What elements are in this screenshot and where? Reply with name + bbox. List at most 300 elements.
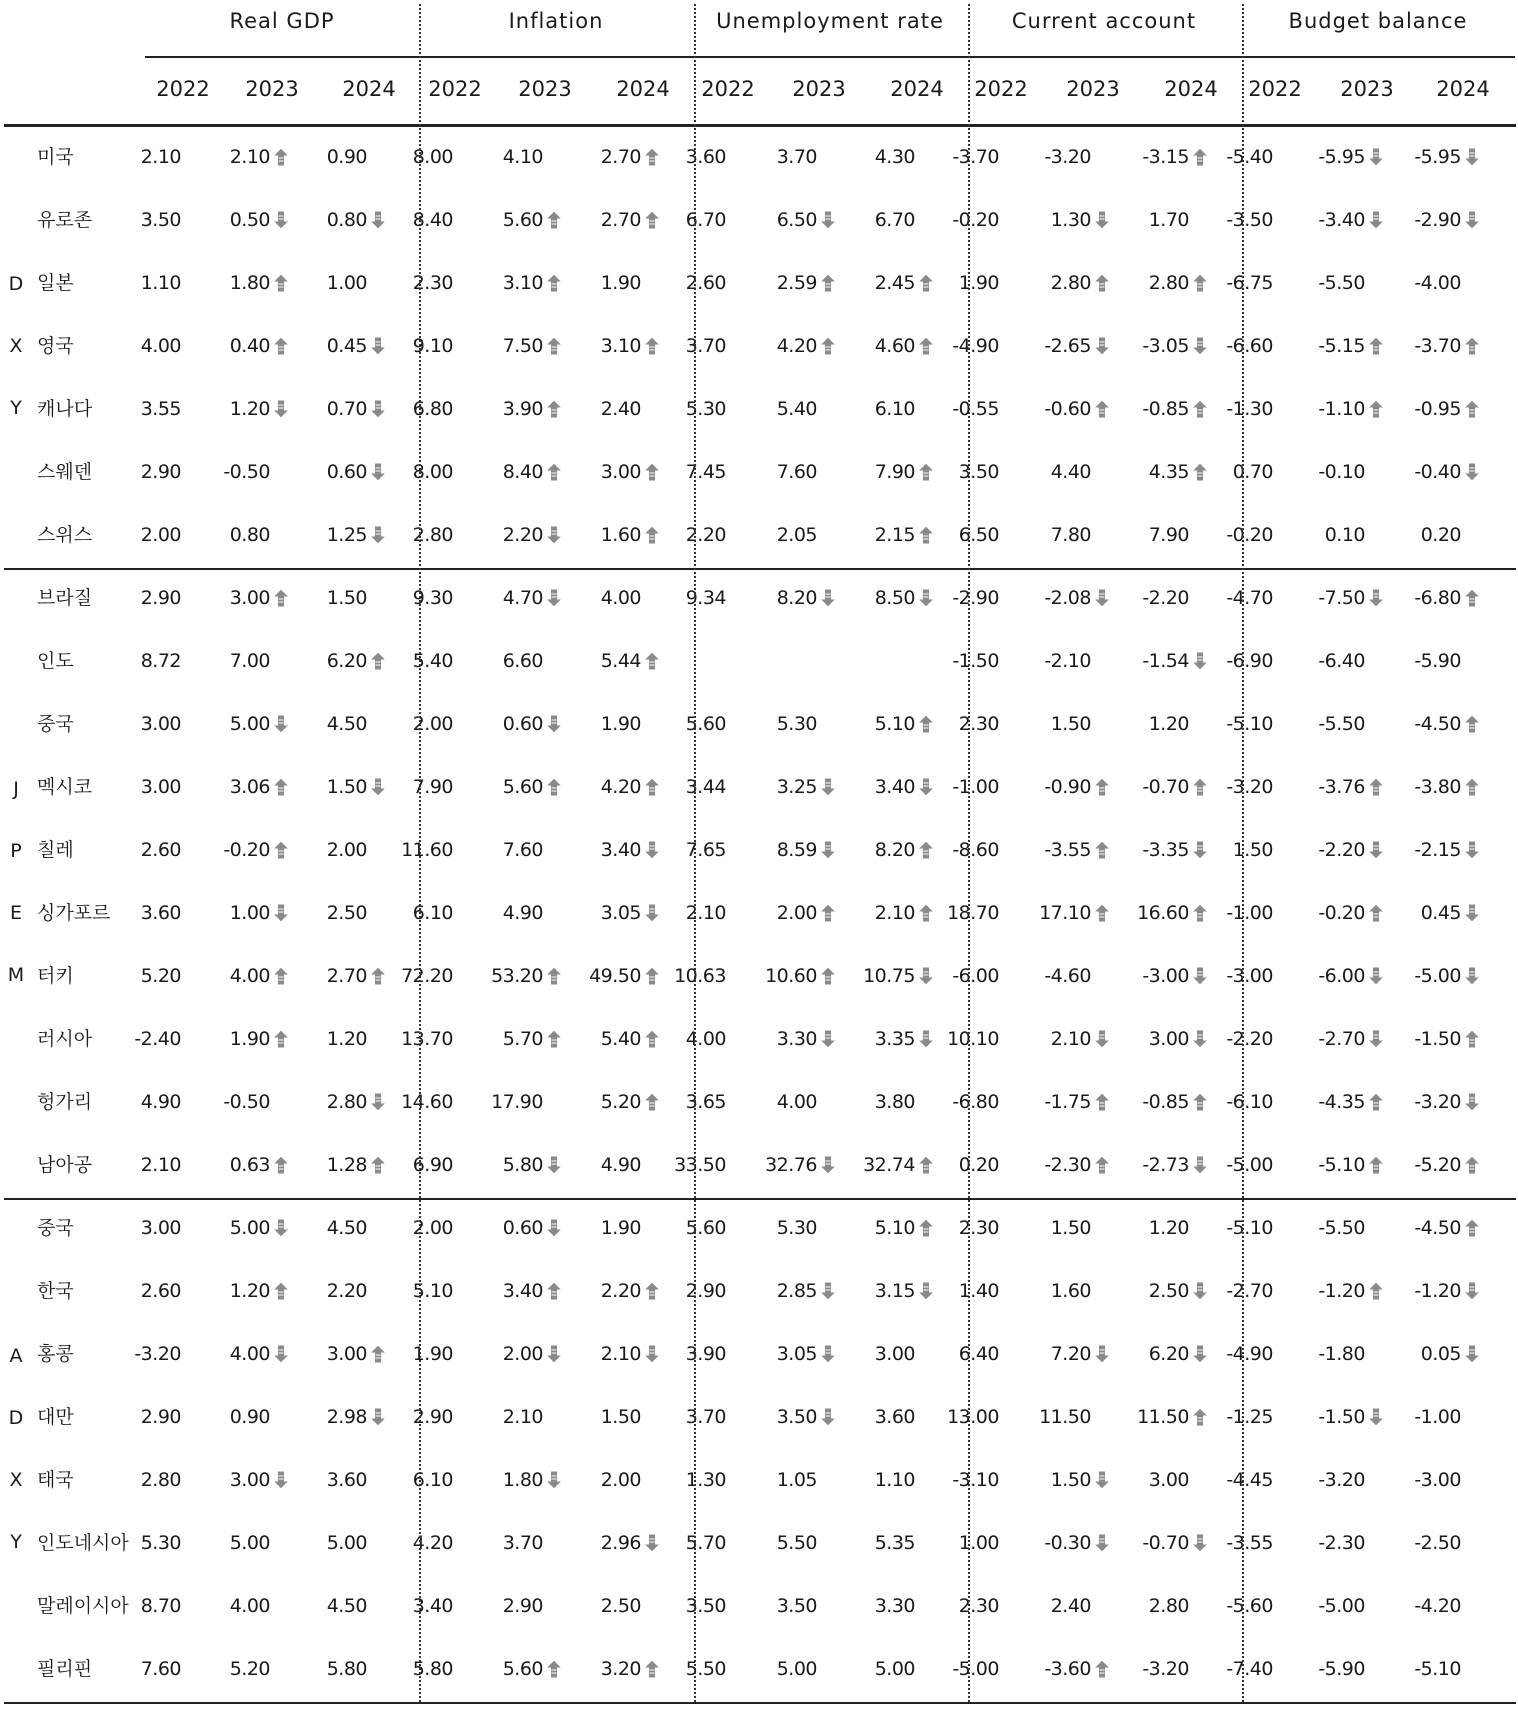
cell-value: -6.80 — [1414, 587, 1461, 609]
cell-value: -1.20 — [1414, 1280, 1461, 1302]
thumb-down-arrow-icon — [271, 399, 293, 421]
cell-value: 2.90 — [140, 461, 181, 483]
table-cell — [1203, 583, 1273, 613]
table-cell — [747, 772, 840, 802]
thumb-up-arrow-icon — [818, 903, 840, 925]
cell-value: 1.10 — [874, 1469, 915, 1491]
table-cell — [1203, 961, 1273, 991]
table-cell — [1119, 1402, 1212, 1432]
thumb-up-arrow-icon — [1092, 399, 1114, 421]
thumb-up-arrow-icon — [271, 273, 293, 295]
thumb-down-arrow-icon — [1366, 840, 1388, 862]
table-cell — [656, 394, 726, 424]
table-cell — [929, 1402, 999, 1432]
cell-value: 8.70 — [140, 1595, 181, 1617]
cell-value: 1.25 — [326, 524, 367, 546]
table-cell — [200, 268, 293, 298]
thumb-down-arrow-icon — [271, 1470, 293, 1492]
cell-value: 2.20 — [600, 1280, 641, 1302]
cell-value: 5.35 — [874, 1532, 915, 1554]
table-cell — [473, 1213, 566, 1243]
cell-value: -0.55 — [952, 398, 999, 420]
table-cell — [473, 520, 566, 550]
table-cell — [1391, 1024, 1484, 1054]
cell-value: -4.00 — [1414, 272, 1461, 294]
table-cell — [845, 205, 915, 235]
table-cell — [1119, 1213, 1189, 1243]
cell-value: -0.50 — [223, 461, 270, 483]
cell-value: -1.25 — [1226, 1406, 1273, 1428]
table-cell — [1203, 394, 1273, 424]
cell-value: 5.80 — [502, 1154, 543, 1176]
table-cell — [571, 835, 664, 865]
table-cell — [297, 394, 390, 424]
table-cell — [929, 1654, 999, 1684]
cell-value: 3.50 — [140, 209, 181, 231]
table-cell — [111, 142, 181, 172]
cell-value: 3.00 — [600, 461, 641, 483]
table-cell — [1119, 394, 1212, 424]
cell-value: -0.60 — [1044, 398, 1091, 420]
cell-value: 0.60 — [502, 713, 543, 735]
table-cell — [1391, 1150, 1484, 1180]
table-cell — [1295, 1591, 1365, 1621]
group-header: Unemployment rate — [716, 9, 944, 33]
table-cell — [473, 961, 566, 991]
table-cell — [297, 205, 390, 235]
table-cell — [200, 1024, 293, 1054]
table-cell — [383, 1087, 453, 1117]
table-cell — [297, 1276, 367, 1306]
cell-value: -4.90 — [1226, 1343, 1273, 1365]
table-cell — [1391, 331, 1484, 361]
table-cell — [1295, 1528, 1365, 1558]
thumb-down-arrow-icon — [818, 1281, 840, 1303]
table-cell — [1295, 394, 1388, 424]
table-cell — [1119, 1087, 1212, 1117]
table-cell — [571, 772, 664, 802]
table-cell — [1119, 709, 1189, 739]
cell-value: -5.10 — [1318, 1154, 1365, 1176]
cell-value: 5.50 — [776, 1532, 817, 1554]
cell-value: 3.00 — [140, 776, 181, 798]
cell-value: -2.90 — [1414, 209, 1461, 231]
table-cell — [297, 1024, 367, 1054]
table-cell — [1021, 1339, 1114, 1369]
cell-value: 2.10 — [502, 1406, 543, 1428]
table-cell — [383, 1276, 453, 1306]
thumb-down-arrow-icon — [1462, 462, 1484, 484]
table-cell — [297, 1591, 367, 1621]
table-cell — [656, 457, 726, 487]
cell-value: 1.70 — [1148, 209, 1189, 231]
cell-value: 9.30 — [412, 587, 453, 609]
table-cell — [200, 1150, 293, 1180]
cell-value: 1.90 — [600, 713, 641, 735]
cell-value: 2.00 — [412, 713, 453, 735]
table-cell — [297, 1150, 390, 1180]
section-label-letter: X — [9, 335, 23, 357]
cell-value: -2.70 — [1226, 1280, 1273, 1302]
table-cell — [845, 646, 915, 676]
section-rule — [4, 1702, 1516, 1704]
table-cell — [1203, 1213, 1273, 1243]
table-cell — [656, 1150, 726, 1180]
thumb-up-arrow-icon — [271, 588, 293, 610]
cell-value: 5.20 — [229, 1658, 270, 1680]
table-cell — [473, 142, 543, 172]
table-cell — [1295, 961, 1388, 991]
cell-value: 10.60 — [765, 965, 817, 987]
section-label-letter: D — [8, 1406, 24, 1429]
thumb-up-arrow-icon — [1092, 903, 1114, 925]
thumb-down-arrow-icon — [818, 588, 840, 610]
cell-value: 2.96 — [600, 1532, 641, 1554]
cell-value: 4.90 — [502, 902, 543, 924]
cell-value: 5.60 — [502, 776, 543, 798]
cell-value: 3.80 — [874, 1091, 915, 1113]
cell-value: 6.10 — [412, 902, 453, 924]
table-cell — [845, 331, 938, 361]
thumb-down-arrow-icon — [1462, 1281, 1484, 1303]
table-cell — [845, 898, 938, 928]
table-cell — [1021, 394, 1114, 424]
table-cell — [297, 583, 367, 613]
thumb-down-arrow-icon — [1092, 1029, 1114, 1051]
cell-value: -5.00 — [1318, 1595, 1365, 1617]
table-cell — [845, 1087, 915, 1117]
cell-value: -5.50 — [1318, 1217, 1365, 1239]
cell-value: 3.90 — [502, 398, 543, 420]
table-cell — [747, 457, 817, 487]
table-cell — [1203, 331, 1273, 361]
cell-value: 4.00 — [229, 1343, 270, 1365]
table-cell — [1021, 457, 1091, 487]
table-cell — [656, 1276, 726, 1306]
table-cell — [747, 583, 840, 613]
country-name: 브라질 — [37, 587, 93, 609]
table-cell — [1021, 205, 1114, 235]
cell-value: 2.10 — [600, 1343, 641, 1365]
cell-value: -6.10 — [1226, 1091, 1273, 1113]
cell-value: 2.10 — [140, 1154, 181, 1176]
cell-value: -3.20 — [134, 1343, 181, 1365]
cell-value: -5.10 — [1414, 1658, 1461, 1680]
table-cell — [747, 1087, 817, 1117]
thumb-up-arrow-icon — [1366, 1281, 1388, 1303]
table-cell — [473, 1402, 543, 1432]
cell-value: -0.20 — [952, 209, 999, 231]
table-cell — [473, 772, 566, 802]
table-cell — [1203, 646, 1273, 676]
table-cell — [571, 394, 641, 424]
cell-value: 1.00 — [958, 1532, 999, 1554]
cell-value: -0.85 — [1142, 1091, 1189, 1113]
cell-value: 2.05 — [776, 524, 817, 546]
thumb-down-arrow-icon — [1092, 336, 1114, 358]
table-cell — [1119, 1024, 1212, 1054]
table-cell — [1119, 520, 1189, 550]
table-cell — [473, 583, 566, 613]
table-cell — [747, 1654, 817, 1684]
table-cell — [383, 1402, 453, 1432]
cell-value: 1.50 — [1050, 1469, 1091, 1491]
table-cell — [473, 205, 566, 235]
cell-value: 72.20 — [401, 965, 453, 987]
thumb-up-arrow-icon — [271, 1029, 293, 1051]
table-cell — [200, 835, 293, 865]
cell-value: -3.20 — [1226, 776, 1273, 798]
cell-value: 13.70 — [401, 1028, 453, 1050]
table-cell — [111, 1465, 181, 1495]
table-cell — [200, 1213, 293, 1243]
table-cell — [845, 1024, 938, 1054]
cell-value: 3.50 — [776, 1406, 817, 1428]
table-cell — [571, 142, 664, 172]
thumb-up-arrow-icon — [271, 147, 293, 169]
cell-value: 2.45 — [874, 272, 915, 294]
cell-value: 2.60 — [685, 272, 726, 294]
table-cell — [1119, 1654, 1189, 1684]
cell-value: 1.50 — [1232, 839, 1273, 861]
cell-value: -4.90 — [952, 335, 999, 357]
group-header: Budget balance — [1288, 9, 1468, 33]
thumb-down-arrow-icon — [1366, 147, 1388, 169]
table-cell — [297, 142, 367, 172]
cell-value: 3.70 — [776, 146, 817, 168]
cell-value: 7.90 — [1148, 524, 1189, 546]
cell-value: 0.50 — [229, 209, 270, 231]
cell-value: 3.65 — [685, 1091, 726, 1113]
table-cell — [1203, 1087, 1273, 1117]
cell-value: -0.95 — [1414, 398, 1461, 420]
table-cell — [1203, 1528, 1273, 1558]
cell-value: -4.35 — [1318, 1091, 1365, 1113]
table-cell — [200, 709, 293, 739]
cell-value: -4.70 — [1226, 587, 1273, 609]
table-cell — [200, 961, 293, 991]
country-name: 중국 — [37, 713, 74, 735]
table-cell — [1119, 1591, 1189, 1621]
cell-value: 4.40 — [1050, 461, 1091, 483]
table-cell — [845, 457, 938, 487]
cell-value: 7.90 — [412, 776, 453, 798]
cell-value: 2.60 — [140, 839, 181, 861]
table-cell — [845, 1150, 938, 1180]
cell-value: 6.80 — [412, 398, 453, 420]
table-cell — [929, 394, 999, 424]
cell-value: 6.40 — [958, 1343, 999, 1365]
thumb-up-arrow-icon — [544, 336, 566, 358]
thumb-up-arrow-icon — [544, 966, 566, 988]
cell-value: 1.90 — [229, 1028, 270, 1050]
table-cell — [1203, 1654, 1273, 1684]
table-cell — [1119, 1276, 1212, 1306]
table-cell — [929, 583, 999, 613]
table-cell — [473, 394, 566, 424]
thumb-up-arrow-icon — [1092, 1659, 1114, 1681]
thumb-down-arrow-icon — [1366, 1407, 1388, 1429]
table-cell — [1021, 142, 1091, 172]
table-cell — [111, 1654, 181, 1684]
table-cell — [656, 520, 726, 550]
cell-value: 2.80 — [412, 524, 453, 546]
thumb-up-arrow-icon — [1092, 1155, 1114, 1177]
thumb-down-arrow-icon — [818, 1407, 840, 1429]
cell-value: 0.10 — [1324, 524, 1365, 546]
cell-value: -3.20 — [1044, 146, 1091, 168]
table-cell — [1391, 1591, 1461, 1621]
table-cell — [845, 772, 938, 802]
thumb-down-arrow-icon — [1462, 1092, 1484, 1114]
cell-value: 6.70 — [874, 209, 915, 231]
table-cell — [747, 709, 817, 739]
cell-value: 0.20 — [1420, 524, 1461, 546]
thumb-up-arrow-icon — [271, 1155, 293, 1177]
table-cell — [200, 1276, 293, 1306]
cell-value: 7.65 — [685, 839, 726, 861]
cell-value: -3.00 — [1142, 965, 1189, 987]
section-rule — [4, 568, 1516, 570]
cell-value: 3.05 — [776, 1343, 817, 1365]
country-name: 한국 — [37, 1280, 74, 1302]
table-cell — [200, 331, 293, 361]
cell-value: -2.10 — [1044, 650, 1091, 672]
year-header: 2023 — [518, 77, 572, 101]
country-name: 러시아 — [37, 1028, 93, 1050]
cell-value: 5.30 — [776, 1217, 817, 1239]
table-cell — [1021, 1024, 1114, 1054]
table-cell — [383, 1339, 453, 1369]
cell-value: 2.20 — [502, 524, 543, 546]
table-cell — [1295, 1339, 1365, 1369]
table-cell — [656, 1591, 726, 1621]
table-cell — [656, 331, 726, 361]
table-cell — [297, 1528, 367, 1558]
cell-value: 5.20 — [140, 965, 181, 987]
table-cell — [200, 772, 293, 802]
table-cell — [200, 520, 270, 550]
cell-value: -3.70 — [952, 146, 999, 168]
cell-value: 2.90 — [140, 587, 181, 609]
year-header: 2023 — [245, 77, 299, 101]
table-cell — [383, 520, 453, 550]
table-cell — [747, 142, 817, 172]
table-cell — [297, 1087, 390, 1117]
table-cell — [111, 1087, 181, 1117]
cell-value: 5.40 — [412, 650, 453, 672]
table-cell — [1021, 1213, 1091, 1243]
table-cell — [111, 1591, 181, 1621]
cell-value: 0.90 — [229, 1406, 270, 1428]
cell-value: 3.60 — [140, 902, 181, 924]
cell-value: -6.90 — [1226, 650, 1273, 672]
cell-value: 3.50 — [776, 1595, 817, 1617]
cell-value: 2.20 — [326, 1280, 367, 1302]
cell-value: 5.20 — [600, 1091, 641, 1113]
cell-value: -3.20 — [1318, 1469, 1365, 1491]
table-cell — [1391, 772, 1484, 802]
table-cell — [845, 1402, 915, 1432]
cell-value: 3.00 — [1148, 1469, 1189, 1491]
table-cell — [473, 898, 543, 928]
cell-value: -2.20 — [1226, 1028, 1273, 1050]
table-cell — [571, 646, 664, 676]
cell-value: 2.90 — [140, 1406, 181, 1428]
section-label-letter: J — [13, 777, 19, 800]
cell-value: -6.00 — [1318, 965, 1365, 987]
thumb-down-arrow-icon — [818, 1155, 840, 1177]
table-cell — [383, 457, 453, 487]
country-name: 스웨덴 — [37, 461, 93, 483]
table-cell — [929, 205, 999, 235]
table-cell — [1295, 268, 1365, 298]
table-cell — [111, 961, 181, 991]
cell-value: 17.10 — [1039, 902, 1091, 924]
table-cell — [571, 1087, 664, 1117]
cell-value: 4.00 — [229, 965, 270, 987]
cell-value: 6.70 — [685, 209, 726, 231]
cell-value: 3.35 — [874, 1028, 915, 1050]
cell-value: 3.00 — [140, 713, 181, 735]
cell-value: 0.70 — [326, 398, 367, 420]
cell-value: 5.60 — [502, 209, 543, 231]
country-name: 말레이시아 — [37, 1595, 129, 1617]
thumb-down-arrow-icon — [1462, 147, 1484, 169]
cell-value: 0.80 — [229, 524, 270, 546]
cell-value: 8.20 — [776, 587, 817, 609]
cell-value: 3.60 — [685, 146, 726, 168]
cell-value: 1.28 — [326, 1154, 367, 1176]
cell-value: 2.90 — [685, 1280, 726, 1302]
table-cell — [1021, 1528, 1114, 1558]
table-cell — [200, 457, 270, 487]
cell-value: -0.50 — [223, 1091, 270, 1113]
cell-value: -1.20 — [1318, 1280, 1365, 1302]
cell-value: -2.90 — [952, 587, 999, 609]
table-cell — [1203, 1150, 1273, 1180]
table-cell — [1203, 1402, 1273, 1432]
thumb-up-arrow-icon — [1092, 273, 1114, 295]
table-cell — [845, 1339, 915, 1369]
cell-value: -1.00 — [1414, 1406, 1461, 1428]
year-header: 2022 — [974, 77, 1028, 101]
thumb-up-arrow-icon — [544, 1281, 566, 1303]
section-label-letter: P — [10, 839, 22, 862]
cell-value: -1.80 — [1318, 1343, 1365, 1365]
cell-value: 16.60 — [1137, 902, 1189, 924]
cell-value: 10.75 — [863, 965, 915, 987]
table-cell — [111, 331, 181, 361]
cell-value: -3.76 — [1318, 776, 1365, 798]
table-cell — [111, 394, 181, 424]
table-cell — [1295, 1276, 1388, 1306]
cell-value: 0.90 — [326, 146, 367, 168]
cell-value: 3.25 — [776, 776, 817, 798]
country-name: 캐나다 — [37, 398, 93, 420]
table-cell — [200, 1591, 270, 1621]
cell-value: -5.00 — [952, 1658, 999, 1680]
table-cell — [571, 1213, 641, 1243]
table-cell — [111, 1276, 181, 1306]
table-cell — [571, 1528, 664, 1558]
table-cell — [571, 1591, 641, 1621]
table-cell — [1021, 1591, 1091, 1621]
cell-value: 3.30 — [874, 1595, 915, 1617]
table-cell — [1119, 331, 1212, 361]
cell-value: -1.50 — [952, 650, 999, 672]
table-cell — [297, 835, 367, 865]
